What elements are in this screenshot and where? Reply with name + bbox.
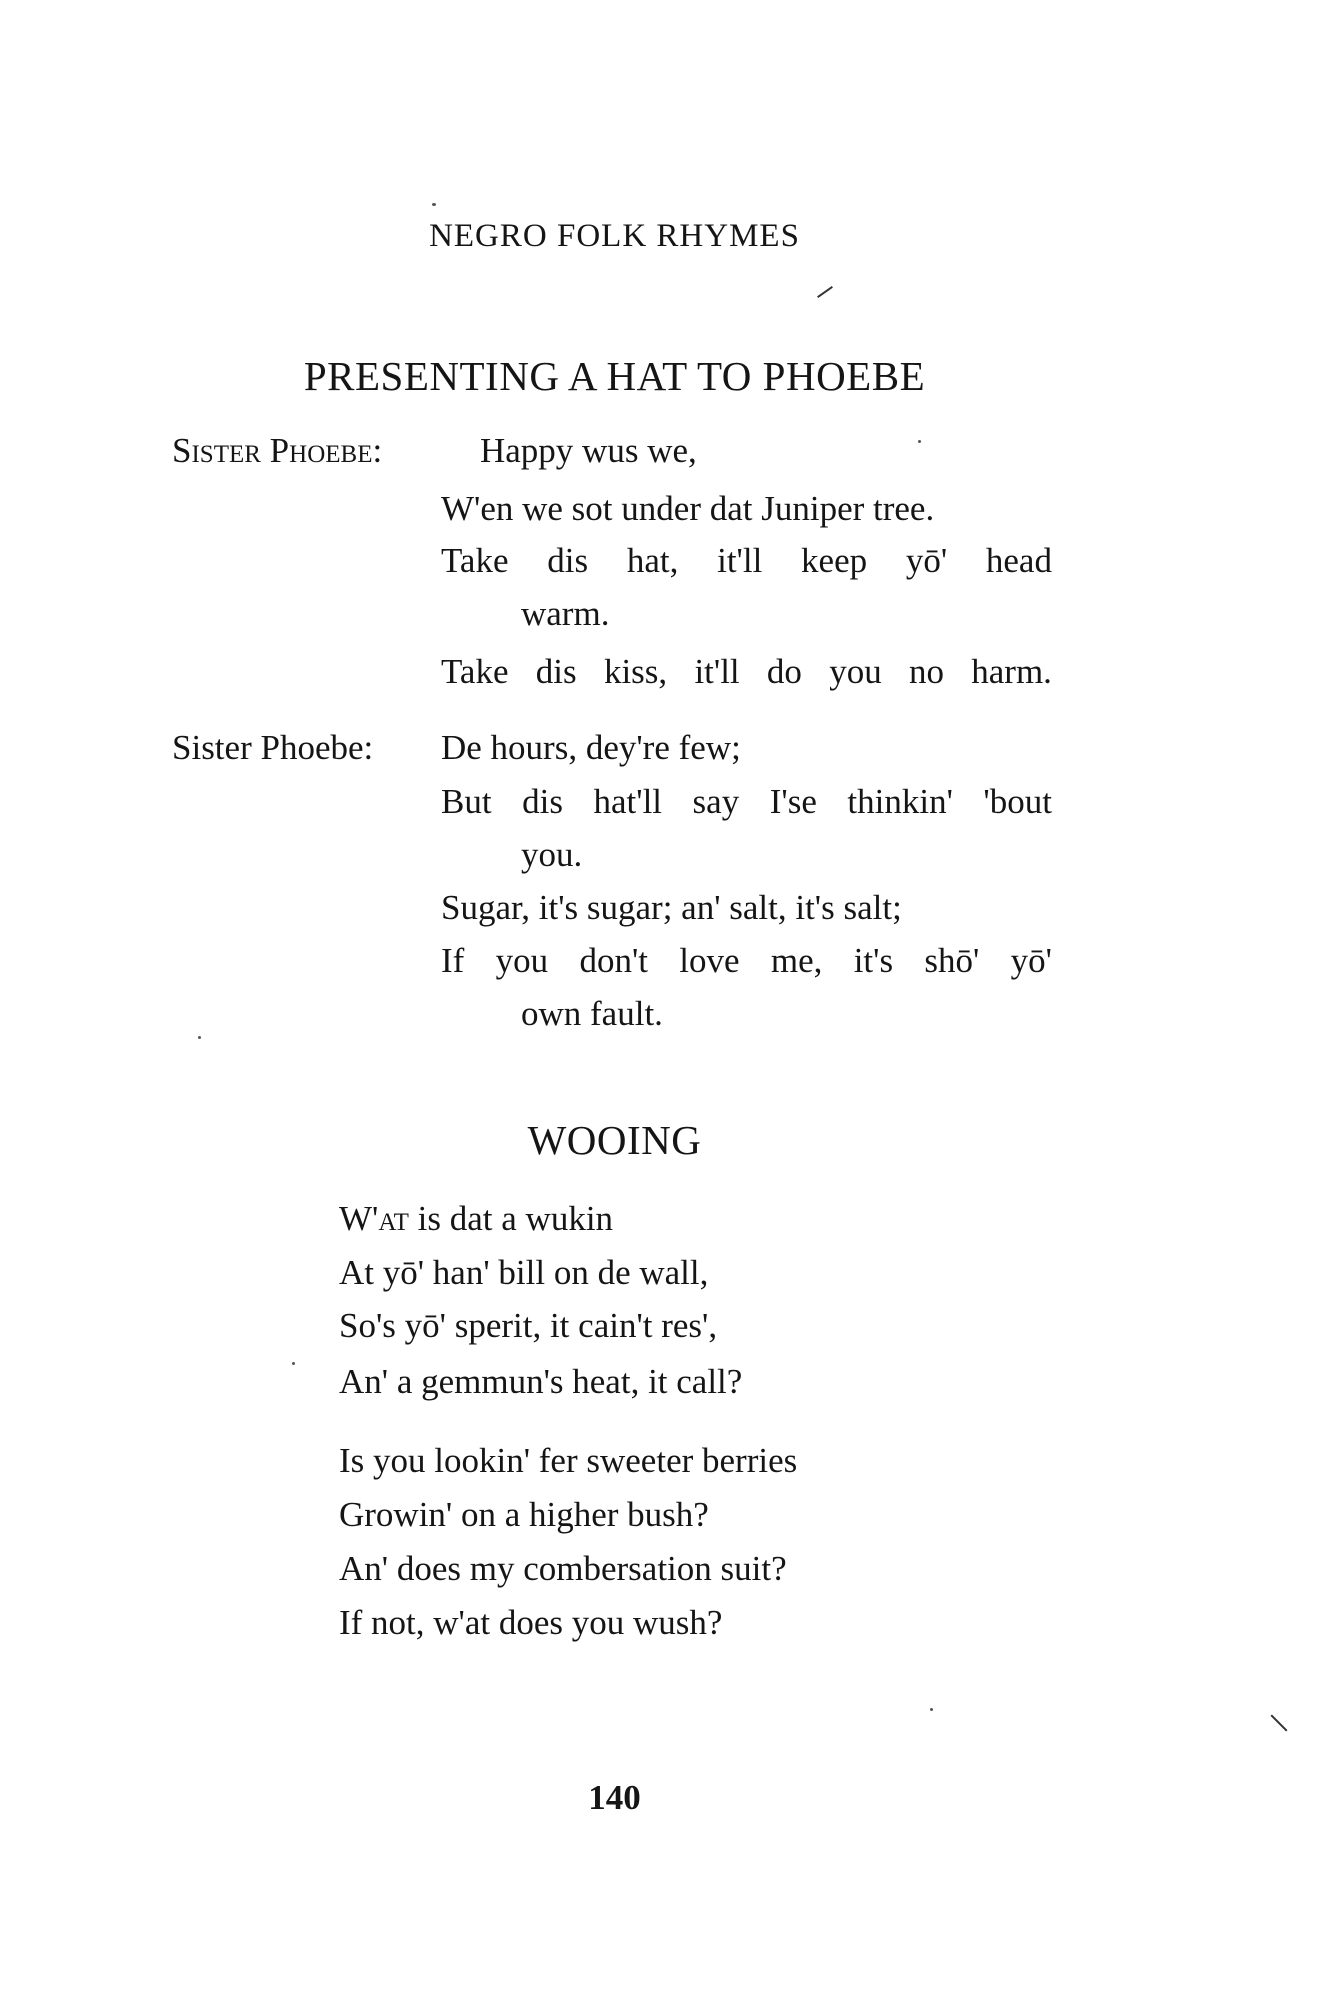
word: head: [985, 541, 1052, 580]
verse-line: Sugar, it's sugar; an' salt, it's salt;: [441, 888, 902, 927]
scan-speck: [292, 1362, 295, 1365]
verse-line: [441, 652, 1052, 692]
poem-title-wooing: WOOING: [527, 1117, 702, 1163]
word: me,: [770, 941, 823, 980]
word: I'se: [769, 782, 817, 821]
word: it's: [853, 941, 894, 980]
scan-scratch: [817, 286, 833, 298]
word: do: [766, 652, 802, 691]
verse-line-continuation: own fault.: [521, 994, 663, 1033]
verse-line: Is you lookin' fer sweeter berries: [339, 1441, 798, 1480]
word: 'bout: [983, 782, 1052, 821]
verse-line: Growin' on a higher bush?: [339, 1495, 709, 1534]
word: dis: [522, 782, 563, 821]
word: kiss,: [603, 652, 668, 691]
verse-line: [441, 941, 1052, 981]
word: hat,: [626, 541, 679, 580]
verse-line: [339, 1199, 613, 1239]
verse-line: Happy wus we,: [480, 431, 697, 470]
word: you: [495, 941, 549, 980]
verse-line-rest: is dat a wukin: [408, 1199, 614, 1238]
word: yō': [1010, 941, 1052, 980]
word: it'll: [717, 541, 763, 580]
speaker-label: Sister Phoebe:: [172, 728, 374, 767]
word: thinkin': [847, 782, 953, 821]
word: love: [679, 941, 740, 980]
verse-line: So's yō' sperit, it cain't res',: [339, 1306, 718, 1345]
word: don't: [579, 941, 648, 980]
word: shō': [924, 941, 980, 980]
scan-scratch: [1271, 1715, 1288, 1732]
verse-line: W'en we sot under dat Juniper tree.: [441, 489, 935, 528]
word: dis: [547, 541, 589, 580]
word: harm.: [971, 652, 1052, 691]
word: keep: [801, 541, 868, 580]
word: it'll: [694, 652, 740, 691]
verse-line-continuation: you.: [521, 835, 583, 874]
scan-speck: [432, 203, 436, 206]
word: Take: [441, 652, 509, 691]
word: say: [692, 782, 740, 821]
speaker-label: [172, 431, 382, 471]
word: no: [908, 652, 944, 691]
word: dis: [535, 652, 577, 691]
word: If: [441, 941, 465, 980]
poem-title-presenting-a-hat: PRESENTING A HAT TO PHOEBE: [303, 353, 926, 399]
speaker-second-word: Phoebe:: [269, 431, 383, 470]
running-head: NEGRO FOLK RHYMES: [429, 218, 800, 254]
scan-speck: [918, 440, 921, 443]
verse-line: De hours, dey're few;: [441, 728, 741, 767]
word: yō': [905, 541, 948, 580]
speaker-first-word: Sister: [172, 431, 261, 470]
verse-line: [441, 541, 1052, 581]
verse-line: [441, 782, 1052, 822]
scan-speck: [198, 1036, 201, 1039]
word: Take: [441, 541, 509, 580]
verse-line-continuation: warm.: [521, 594, 610, 633]
verse-line: If not, w'at does you wush?: [339, 1603, 723, 1642]
scan-speck: [930, 1708, 933, 1711]
word: hat'll: [593, 782, 663, 821]
opening-word: W'at: [339, 1199, 409, 1238]
verse-line: An' does my combersation suit?: [339, 1549, 787, 1588]
word: But: [441, 782, 492, 821]
verse-line: At yō' han' bill on de wall,: [339, 1253, 709, 1292]
verse-line: An' a gemmun's heat, it call?: [339, 1362, 743, 1401]
word: you: [829, 652, 882, 691]
page-number: 140: [588, 1778, 641, 1817]
